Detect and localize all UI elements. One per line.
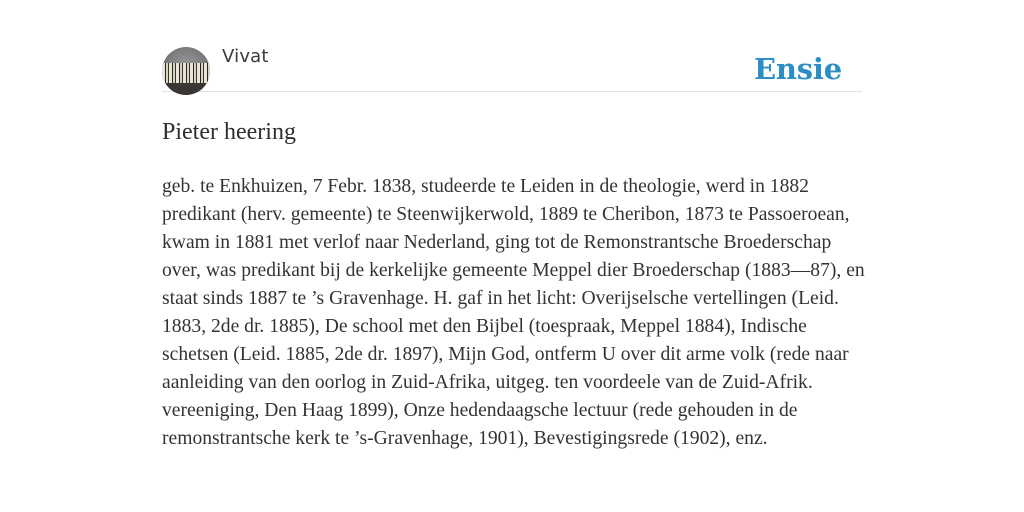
article-title: Pieter heering [162,119,296,145]
article-body: geb. te Enkhuizen, 7 Febr. 1838, studeerde te Leiden in de theologie, werd in 1882 predikant (herv. gemeente) te Steenwijkerwold, 1889 te Cheribon, 1873 te Passoeroean, kwam in 1881 met verlof naar Nederland, ging tot de Remonstrantsche Broederschap over, was predikant bij de kerkelijke gemeente Meppel dier Broederschap (1883—87), en staat sinds 1887 te ’s Gravenhage. H. gaf in het licht: Overijselsche vertellingen (Leid. 1883, 2de dr. 1885), De school met den Bijbel (toespraak, Meppel 1884), Indische schetsen (Leid. 1885, 2de dr. 1897), Mijn God, ontferm U over dit arme volk (rede naar aanleiding van den oorlog in Zuid-Afrika, uitgeg. ten voordeele van de Zuid-Afrik. vereeniging, Den Haag 1899), Onze hedendaagsche lectuur (rede gehouden in de remonstrantsche kerk te ’s-Gravenhage, 1901), Bevestigingsrede (1902), enz. [162,176,865,449]
card-header [162,44,862,92]
bookshelf-avatar-icon [162,63,210,83]
author-name[interactable]: Vivat [222,46,269,67]
article-card [162,44,865,453]
brand-logo[interactable]: Ensie [754,52,842,86]
shelf-decoration [162,83,210,95]
author-avatar[interactable] [162,47,210,95]
